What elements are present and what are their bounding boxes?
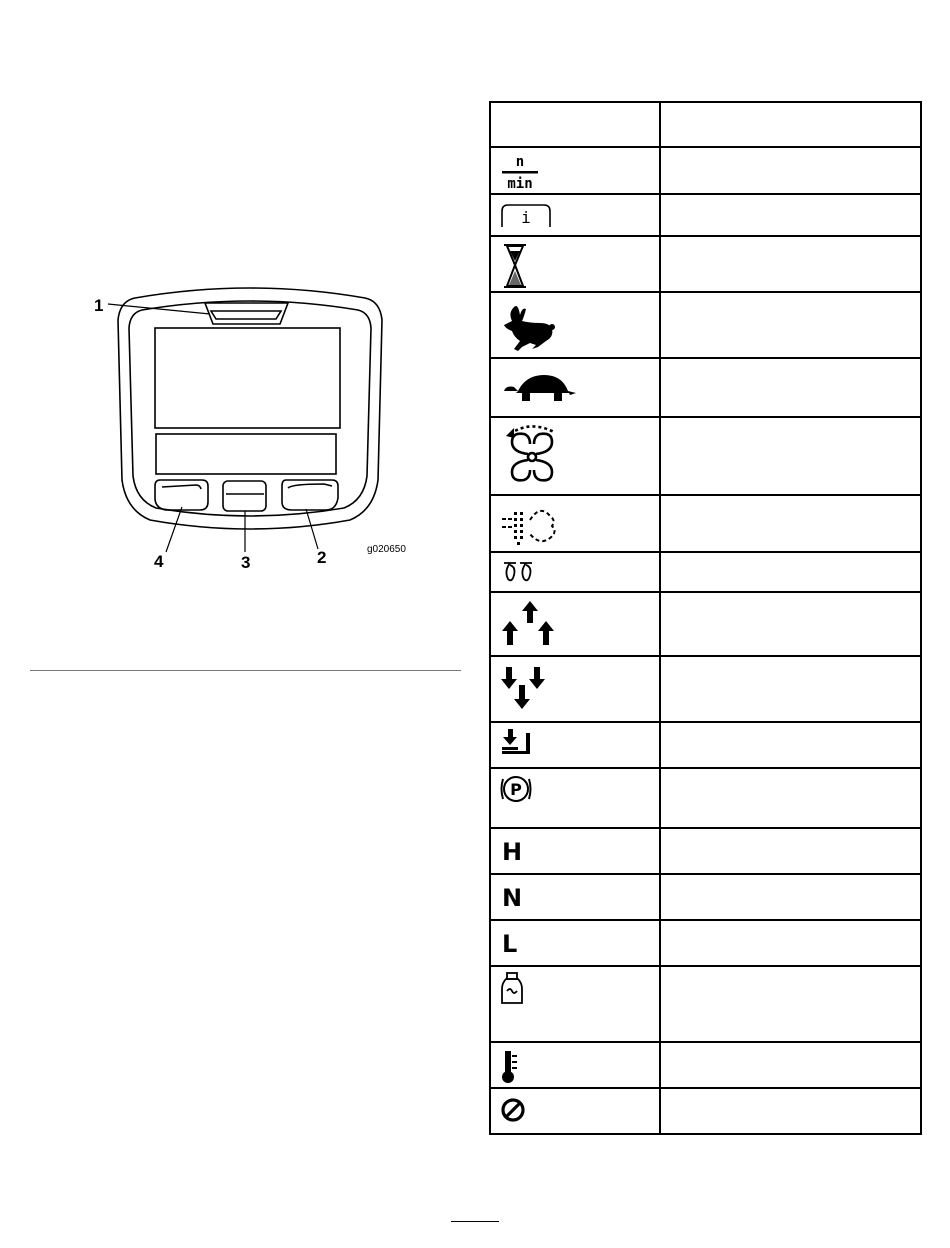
information-icon <box>500 199 552 229</box>
table-row <box>490 417 921 495</box>
description-cell <box>660 147 921 194</box>
description-cell <box>660 768 921 828</box>
table-row <box>490 874 921 920</box>
svg-text:min: min <box>507 176 533 192</box>
raise-decks-icon <box>500 597 560 653</box>
icon-table <box>489 101 922 1135</box>
svg-text:N: N <box>502 884 523 912</box>
infocenter-figure <box>80 270 420 580</box>
description-cell <box>660 358 921 417</box>
callout-2: 2 <box>317 548 327 567</box>
parking-brake-icon <box>500 773 540 809</box>
table-header-row <box>490 102 921 147</box>
engine-oil-icon <box>500 971 530 1011</box>
callout-3: 3 <box>241 553 251 572</box>
table-row <box>490 966 921 1042</box>
description-cell <box>660 828 921 874</box>
engine-speed-rpm-icon <box>500 152 540 192</box>
description-cell <box>660 592 921 656</box>
description-cell <box>660 194 921 236</box>
low-range-icon <box>500 925 530 959</box>
description-cell <box>660 656 921 722</box>
figure-id: g020650 <box>367 544 406 555</box>
header-icon-column <box>490 102 660 147</box>
description-cell <box>660 1088 921 1134</box>
table-row <box>490 828 921 874</box>
footer-rule <box>451 1221 499 1222</box>
section-divider <box>30 670 461 671</box>
table-row <box>490 1088 921 1134</box>
infocenter-drawing <box>80 270 420 580</box>
description-cell <box>660 292 921 358</box>
table-row <box>490 920 921 966</box>
table-row <box>490 552 921 592</box>
table-row <box>490 236 921 292</box>
slow-turtle-icon <box>500 363 580 413</box>
description-cell <box>660 920 921 966</box>
table-row <box>490 592 921 656</box>
glow-plug-icon <box>500 557 540 587</box>
coolant-temperature-icon <box>500 1047 524 1085</box>
header-description-column <box>660 102 921 147</box>
svg-text:i: i <box>521 208 531 227</box>
description-cell <box>660 417 921 495</box>
air-intake-icon <box>500 500 566 550</box>
table-row <box>490 656 921 722</box>
description-cell <box>660 722 921 768</box>
lower-decks-icon <box>500 661 560 717</box>
operator-seat-icon <box>500 727 540 763</box>
description-cell <box>660 1042 921 1088</box>
high-range-icon <box>500 833 530 867</box>
table-row <box>490 1042 921 1088</box>
description-cell <box>660 874 921 920</box>
table-row <box>490 495 921 552</box>
callout-1: 1 <box>94 296 104 315</box>
svg-text:P: P <box>510 780 522 799</box>
fan-reverse-icon <box>500 422 566 492</box>
table-row <box>490 722 921 768</box>
callout-4: 4 <box>154 552 164 571</box>
hour-meter-icon <box>500 241 530 289</box>
svg-text:n: n <box>515 154 525 170</box>
fast-rabbit-icon <box>500 297 560 357</box>
description-cell <box>660 966 921 1042</box>
description-cell <box>660 552 921 592</box>
table-row <box>490 292 921 358</box>
description-cell <box>660 495 921 552</box>
neutral-icon <box>500 879 530 913</box>
table-row <box>490 147 921 194</box>
not-allowed-icon <box>500 1093 534 1127</box>
table-row <box>490 194 921 236</box>
table-row <box>490 768 921 828</box>
table-row <box>490 358 921 417</box>
svg-text:L: L <box>502 930 518 958</box>
description-cell <box>660 236 921 292</box>
svg-text:H: H <box>502 838 523 866</box>
